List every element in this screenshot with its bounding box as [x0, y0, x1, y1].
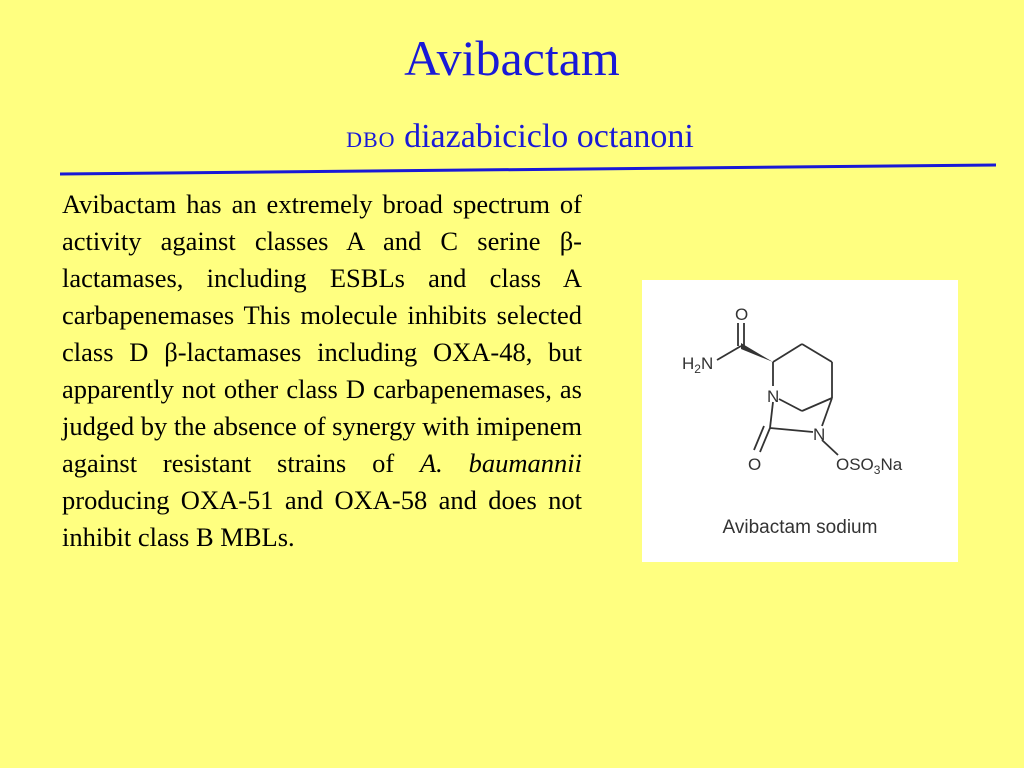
atom-amine-label: $H_2N$ — [682, 354, 714, 376]
atom-o-bottom: O — [748, 455, 762, 474]
species-name: A. baumannii — [419, 448, 582, 478]
slide-subtitle — [0, 115, 1024, 162]
chemical-structure-figure — [642, 280, 958, 562]
avibactam-structure-diagram — [642, 280, 958, 562]
stereo-wedge — [741, 343, 773, 362]
body-paragraph — [62, 186, 582, 556]
subtitle-text: diazabiciclo octanoni — [404, 118, 694, 155]
body-text-part1: Avibactam has an extremely broad spectrum of activity against classes A and C serine β-lactamases, including ESBLs and class A carbapenemases This molecule inhibits selected class D β-lactamases including OXA-48, but apparently not other class D carbapenemases, as judged by the absence of synergy with imipenem against resistant strains of — [62, 189, 582, 478]
slide-title: Avibactam — [404, 30, 620, 86]
atom-n2: N — [813, 425, 826, 444]
atom-n1: N — [767, 387, 780, 406]
subtitle-abbreviation: DBO — [346, 127, 396, 152]
structure-caption: Avibactam sodium — [722, 517, 878, 538]
atom-o-top: O — [735, 305, 749, 324]
atom-oso3na-label: $OSO_3Na$ — [836, 455, 903, 477]
body-text-part2: producing OXA-51 and OXA-58 and does not inhibit class B MBLs. — [62, 485, 582, 552]
